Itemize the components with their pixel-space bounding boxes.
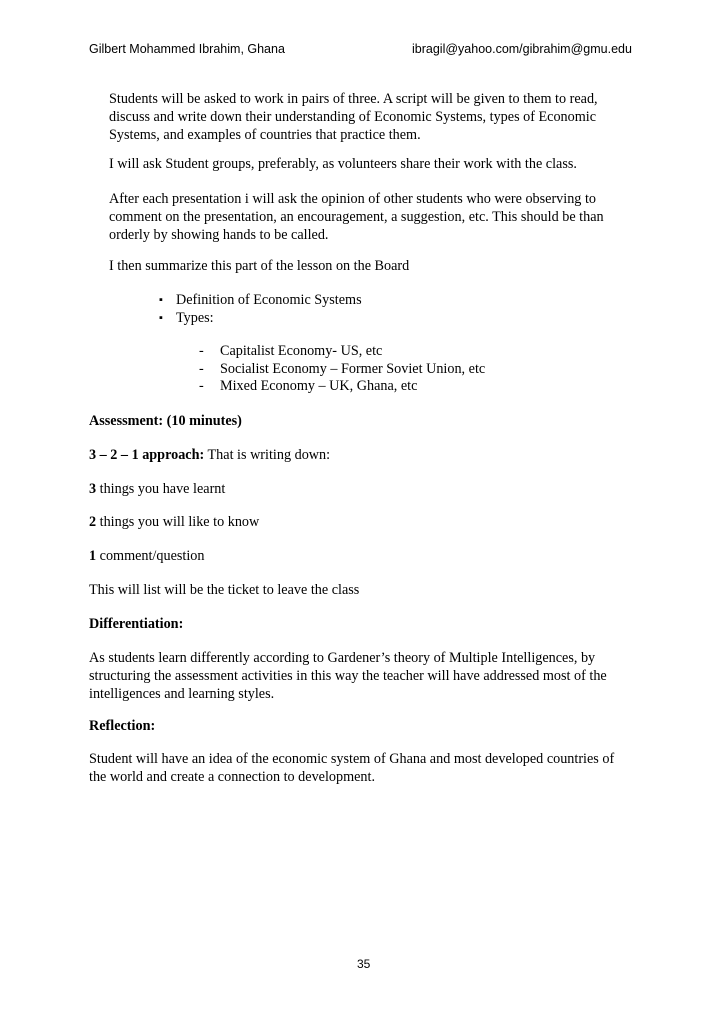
- paragraph-line: orderly by showing hands to be called.: [109, 227, 329, 243]
- dash-bullet: -: [199, 378, 204, 394]
- assessment-heading: [89, 412, 641, 430]
- sub-item-text: Mixed Economy – UK, Ghana, etc: [220, 378, 418, 394]
- paragraph-line: discuss and write down their understanding of Economic Systems, types of Economic: [109, 109, 597, 125]
- reflection-heading-text: Reflection:: [89, 718, 156, 734]
- paragraph-line: After each presentation i will ask the opinion of other students who were observing to: [109, 191, 596, 207]
- assessment-item-1: [89, 547, 641, 565]
- dash-bullet: -: [199, 343, 204, 359]
- paragraph-line: comment on the presentation, an encouragement, a suggestion, etc. This should be than: [109, 209, 604, 225]
- item-number: 1: [89, 548, 97, 564]
- paragraph-line: intelligences and learning styles.: [89, 686, 275, 702]
- approach-label: 3 – 2 – 1 approach:: [89, 447, 205, 463]
- assessment-item-3: [89, 480, 641, 498]
- square-bullet-icon: ▪: [159, 294, 163, 306]
- page-number: 35: [357, 957, 371, 971]
- paragraph-line: the world and create a connection to development.: [89, 769, 376, 785]
- item-text: things you will like to know: [96, 514, 260, 530]
- bullet-item: [0, 291, 728, 309]
- differentiation-heading: [89, 615, 641, 633]
- bullet-text: Types:: [176, 310, 214, 326]
- assessment-item-2: [89, 513, 641, 531]
- assessment-approach: [89, 446, 641, 464]
- paragraph-pairs-work: [109, 90, 629, 144]
- paragraph-presentation-feedback: [109, 190, 629, 244]
- item-number: 3: [89, 481, 97, 497]
- item-text: comment/question: [96, 548, 205, 564]
- bullet-text: Definition of Economic Systems: [176, 292, 362, 308]
- bullet-item: [0, 309, 728, 327]
- header-email: ibragil@yahoo.com/gibrahim@gmu.edu: [412, 42, 632, 56]
- dash-bullet: -: [199, 361, 204, 377]
- sub-list-item: [0, 377, 728, 395]
- sub-item-text: Socialist Economy – Former Soviet Union, etc: [220, 361, 486, 377]
- paragraph-volunteers: I will ask Student groups, preferably, as volunteers share their work with the class.: [109, 156, 577, 172]
- sub-list-item: [0, 342, 728, 360]
- approach-text: That is writing down:: [204, 447, 331, 463]
- paragraph-line: Systems, and examples of countries that practice them.: [109, 127, 421, 143]
- reflection-paragraph: [89, 750, 641, 786]
- sub-item-text: Capitalist Economy- US, etc: [220, 343, 383, 359]
- differentiation-paragraph: [89, 649, 641, 703]
- assessment-heading-text: Assessment: (10 minutes): [89, 413, 242, 429]
- item-text: things you have learnt: [96, 481, 226, 497]
- reflection-heading: [89, 717, 641, 735]
- item-number: 2: [89, 514, 97, 530]
- assessment-ticket: This will list will be the ticket to leave the class: [89, 582, 360, 598]
- paragraph-summary: I then summarize this part of the lesson on the Board: [109, 258, 410, 274]
- paragraph-line: structuring the assessment activities in this way the teacher will have addressed most of the: [89, 668, 607, 684]
- header-author: Gilbert Mohammed Ibrahim, Ghana: [89, 42, 285, 56]
- paragraph-line: As students learn differently according to Gardener’s theory of Multiple Intelligences, by: [89, 650, 596, 666]
- sub-list-item: [0, 360, 728, 378]
- paragraph-line: Student will have an idea of the economic system of Ghana and most developed countries of: [89, 751, 615, 767]
- paragraph-line: Students will be asked to work in pairs of three. A script will be given to them to read,: [109, 91, 598, 107]
- differentiation-heading-text: Differentiation:: [89, 616, 184, 632]
- square-bullet-icon: ▪: [159, 312, 163, 324]
